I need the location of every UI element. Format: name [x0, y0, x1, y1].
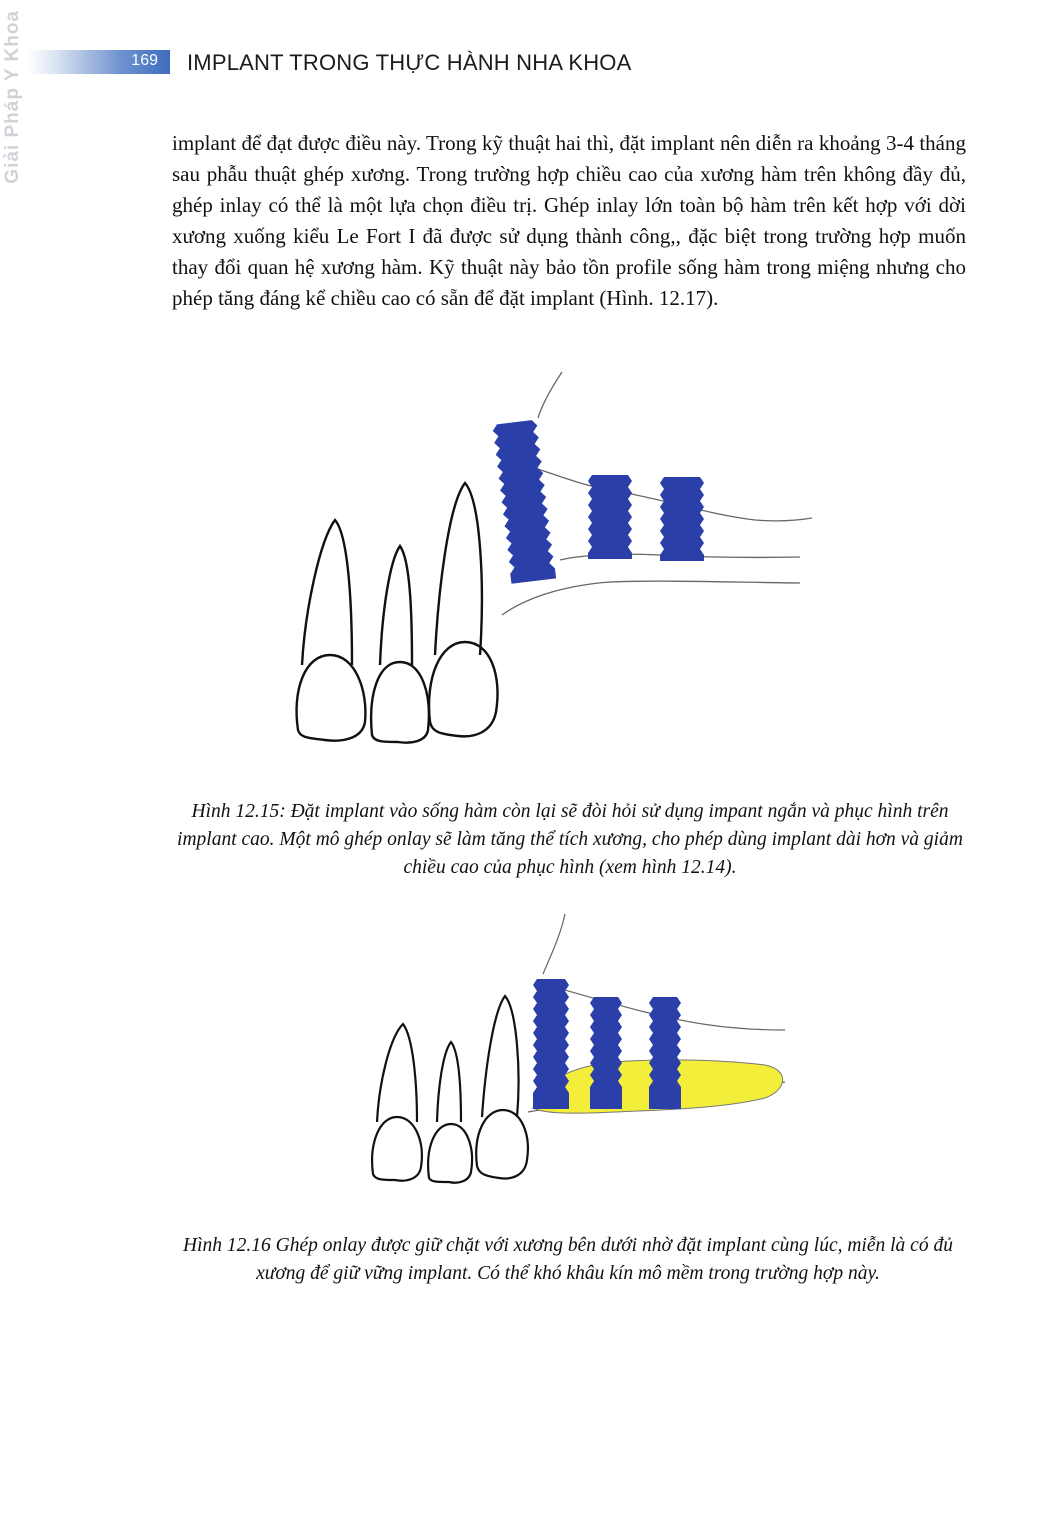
implant-2: [590, 997, 622, 1109]
bone-lower-line: [502, 581, 800, 615]
tooth-3: [429, 483, 497, 736]
implant-3: [649, 997, 681, 1109]
tooth-2: [371, 546, 429, 743]
soft-tissue-line-upper: [543, 914, 565, 974]
soft-tissue-line-upper: [538, 372, 562, 418]
implant-1: [533, 979, 569, 1109]
tooth-1: [372, 1024, 422, 1181]
watermark-text: Giải Pháp Y Khoa: [2, 10, 23, 184]
tooth-2: [428, 1042, 472, 1183]
figure-12-16-caption: Hình 12.16 Ghép onlay được giữ chặt với xương bên dưới nhờ đặt implant cùng lúc, miễn là có đủ xương để giữ vững implant. Có thể khó khâu kín mô mềm trong trường hợp này.: [183, 1235, 953, 1284]
implant-short-2: [660, 477, 704, 561]
header-page-bar: [28, 50, 170, 74]
side-watermark: [0, 10, 26, 200]
implant-short-1: [588, 475, 632, 559]
implant-long-tilted: [492, 420, 556, 584]
running-title: IMPLANT TRONG THỰC HÀNH NHA KHOA: [187, 50, 632, 75]
body-paragraph: implant để đạt được điều này. Trong kỹ thuật hai thì, đặt implant nên diễn ra khoảng 3-4 tháng sau phẫu thuật ghép xương. Trong trường hợp chiều cao của xương hàm trên không đầy đủ, ghép inlay có thể là một lựa chọn điều trị. Ghép inlay lớn toàn bộ hàm trên kết hợp với dời xương xuống kiểu Le Fort I đã được sử dụng thành công,, đặc biệt trong trường hợp muốn thay đổi quan hệ xương hàm. Kỹ thuật này bảo tồn profile sống hàm trong miệng nhưng cho phép tăng đáng kể chiều cao có sẵn để đặt implant (Hình. 12.17).: [172, 131, 966, 310]
figure-12-16: [365, 912, 790, 1212]
tooth-1: [297, 520, 366, 741]
figure-12-15-caption: Hình 12.15: Đặt implant vào sống hàm còn lại sẽ đòi hỏi sử dụng impant ngắn và phục hình trên implant cao. Một mô ghép onlay sẽ làm tăng thể tích xương, cho phép dùng implant dài hơn và giảm chiều cao của phục hình (xem hình 12.14).: [177, 801, 963, 878]
figure-12-15: [280, 370, 840, 770]
tooth-3: [476, 996, 528, 1178]
page-number: 169: [131, 52, 158, 69]
